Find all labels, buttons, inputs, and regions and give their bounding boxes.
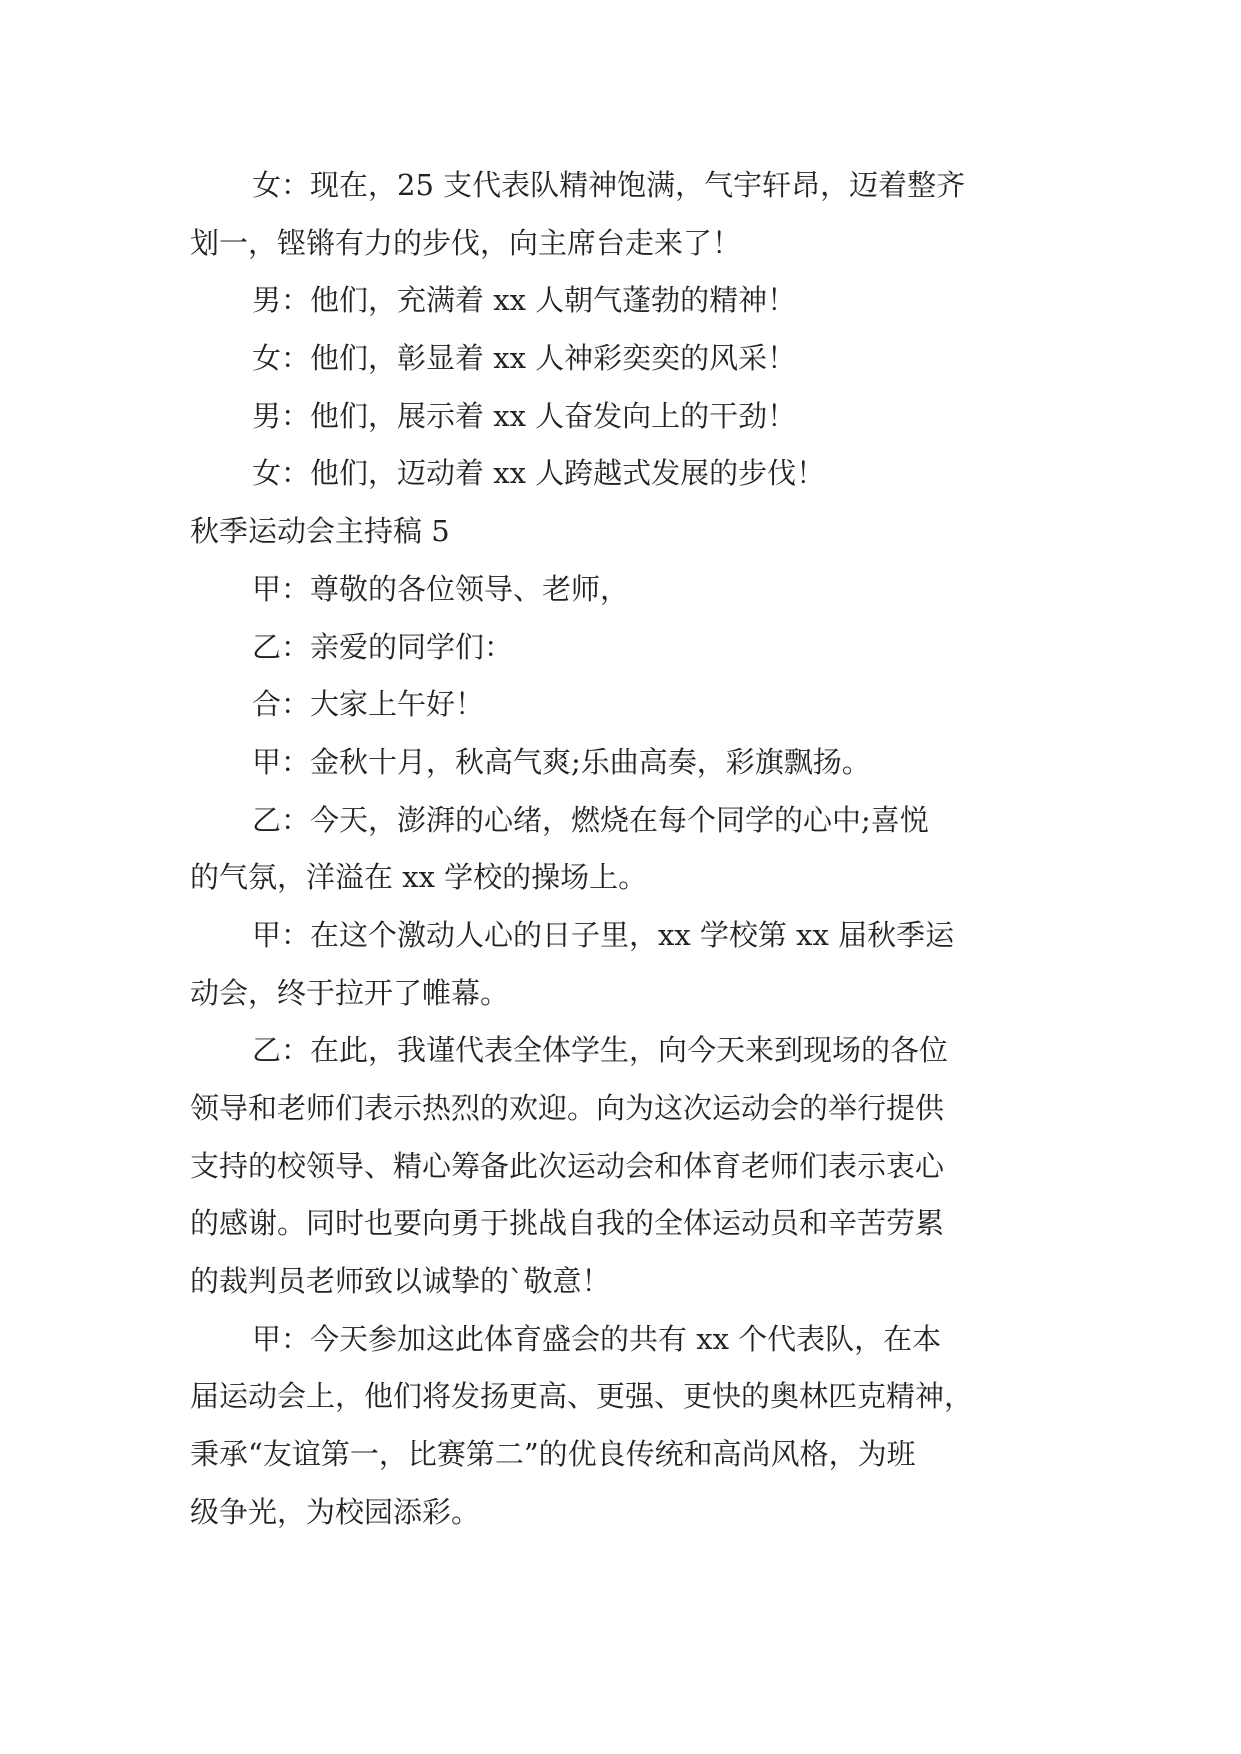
text-line: 秉承“友谊第一，比赛第二”的优良传统和高尚风格，为班 [190,1437,916,1472]
text-line: 男：他们，展示着 xx 人奋发向上的干劲！ [252,398,797,433]
text-line: 的裁判员老师致以诚挚的`敬意！ [190,1264,611,1299]
paragraph-host-b-2 [190,792,1050,907]
text-line: 的感谢。同时也要向勇于挑战自我的全体运动员和辛苦劳累 [190,1206,945,1241]
text-line: 动会，终于拉开了帷幕。 [190,975,510,1010]
text-line: 领导和老师们表示热烈的欢迎。向为这次运动会的举行提供 [190,1091,945,1125]
paragraph-female-host-2 [190,330,1050,388]
text-line: 划一，铿锵有力的步伐，向主席台走来了！ [190,225,742,260]
text-line: 乙：在此，我谨代表全体学生，向今天来到现场的各位 [252,1033,949,1068]
text-line: 女：现在，25 支代表队精神饱满，气宇轩昂，迈着整齐 [252,168,966,202]
paragraph-host-a-3 [190,907,1050,1022]
paragraph-together-1 [190,676,1050,734]
text-line: 乙：今天，澎湃的心绪，燃烧在每个同学的心中;喜悦 [252,802,929,837]
paragraph-female-host-3 [190,445,1050,503]
document-body [190,157,1050,1542]
text-line: 支持的校领导、精心筹备此次运动会和体育老师们表示衷心 [190,1148,945,1183]
text-line: 甲：今天参加这此体育盛会的共有 xx 个代表队，在本 [252,1321,942,1356]
text-line: 女：他们，迈动着 xx 人跨越式发展的步伐！ [252,456,826,491]
paragraph-host-b-3 [190,1022,1050,1310]
text-line: 男：他们，充满着 xx 人朝气蓬勃的精神！ [252,283,797,318]
paragraph-host-a-1 [190,561,1050,619]
paragraph-host-a-4 [190,1311,1050,1542]
text-line: 甲：尊敬的各位领导、老师， [252,571,630,606]
text-line: 乙：亲爱的同学们： [252,629,514,664]
paragraph-male-host-2 [190,388,1050,446]
text-line: 甲：在这个激动人心的日子里，xx 学校第 xx 届秋季运 [252,917,955,952]
section-title: 秋季运动会主持稿 5 [190,514,450,549]
section-heading [190,503,1050,561]
text-line: 女：他们，彰显着 xx 人神彩奕奕的风采！ [252,341,797,376]
text-line: 的气氛，洋溢在 xx 学校的操场上。 [190,860,648,895]
paragraph-female-host-1 [190,157,1050,272]
paragraph-host-b-1 [190,619,1050,677]
text-line: 级争光，为校园添彩。 [190,1494,481,1529]
text-line: 甲：金秋十月，秋高气爽;乐曲高奏，彩旗飘扬。 [252,744,871,779]
paragraph-host-a-2 [190,734,1050,792]
text-line: 届运动会上，他们将发扬更高、更强、更快的奥林匹克精神， [190,1379,974,1414]
text-line: 合：大家上午好！ [252,687,485,722]
paragraph-male-host-1 [190,272,1050,330]
